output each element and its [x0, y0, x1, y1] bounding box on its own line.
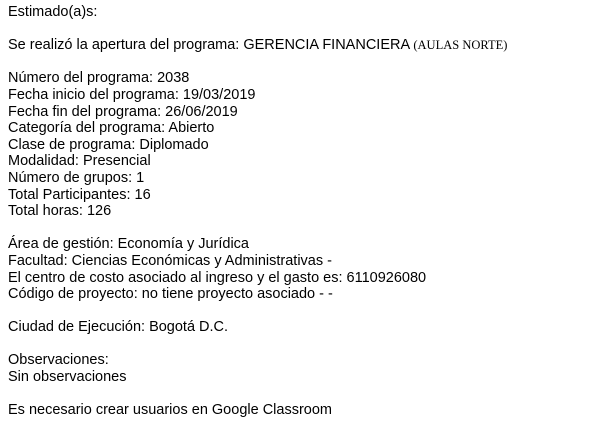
program-end-date: Fecha fin del programa: 26/06/2019	[8, 103, 238, 120]
program-start-date: Fecha inicio del programa: 19/03/2019	[8, 86, 256, 103]
management-area: Área de gestión: Economía y Jurídica	[8, 236, 249, 253]
program-participants: Total Participantes: 16	[8, 186, 151, 203]
greeting: Estimado(a)s:	[8, 4, 98, 20]
spacer	[8, 336, 596, 353]
execution-city: Ciudad de Ejecución: Bogotá D.C.	[8, 319, 229, 336]
program-category: Categoría del programa: Abierto	[8, 120, 215, 137]
observations-value: Sin observaciones	[8, 369, 127, 386]
project-code: Código de proyecto: no tiene proyecto asociado - -	[8, 286, 333, 303]
cost-center: El centro de costo asociado al ingreso y el gasto es: 6110926080	[8, 269, 427, 286]
opening-line	[8, 37, 596, 54]
spacer	[8, 303, 596, 320]
program-hours: Total horas: 126	[8, 203, 112, 220]
program-class: Clase de programa: Diplomado	[8, 136, 209, 153]
email-body	[8, 4, 596, 419]
spacer	[8, 386, 596, 403]
spacer	[8, 220, 596, 237]
faculty: Facultad: Ciencias Económicas y Administrativas -	[8, 252, 332, 269]
observations-label: Observaciones:	[8, 352, 109, 369]
spacer	[8, 54, 596, 71]
program-groups: Número de grupos: 1	[8, 169, 145, 186]
program-modality: Modalidad: Presencial	[8, 153, 151, 170]
opening-location: (AULAS NORTE)	[413, 38, 508, 53]
spacer	[8, 21, 596, 38]
program-number: Número del programa: 2038	[8, 70, 190, 87]
opening-text: Se realizó la apertura del programa: GERENCIA FINANCIERA	[8, 37, 410, 54]
closing-note: Es necesario crear usuarios en Google Classroom	[8, 402, 332, 419]
